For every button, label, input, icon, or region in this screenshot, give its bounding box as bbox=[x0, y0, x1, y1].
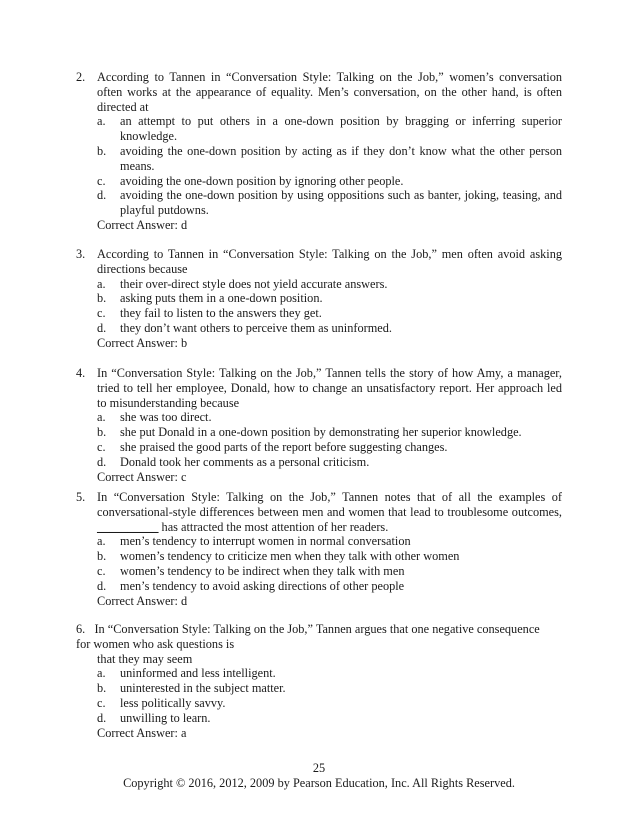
question-text-after: has attracted the most attention of her readers. bbox=[158, 519, 389, 534]
option-b bbox=[76, 681, 562, 696]
option-c bbox=[76, 306, 562, 321]
option-text: less politically savvy. bbox=[120, 695, 226, 710]
option-letter: b. bbox=[97, 291, 107, 306]
option-text: unwilling to learn. bbox=[120, 710, 211, 725]
question-3 bbox=[76, 247, 562, 351]
option-a bbox=[76, 114, 562, 144]
option-letter: b. bbox=[97, 425, 107, 440]
option-text: avoiding the one-down position by ignoring other people. bbox=[120, 173, 404, 188]
option-letter: b. bbox=[97, 549, 107, 564]
option-b bbox=[76, 425, 562, 440]
option-text: uninformed and less intelligent. bbox=[120, 666, 276, 681]
option-letter: d. bbox=[97, 320, 107, 335]
question-stem bbox=[76, 490, 562, 534]
correct-answer: Correct Answer: a bbox=[97, 725, 187, 740]
option-text: men’s tendency to interrupt women in normal conversation bbox=[120, 534, 411, 549]
option-text: Donald took her comments as a personal criticism. bbox=[120, 454, 370, 469]
option-text: avoiding the one-down position by acting as if they don’t know what the other person means. bbox=[120, 143, 562, 173]
option-c bbox=[76, 696, 562, 711]
question-stem bbox=[76, 70, 562, 114]
option-d bbox=[76, 711, 562, 726]
option-c bbox=[76, 564, 562, 579]
option-a bbox=[76, 410, 562, 425]
option-text: men’s tendency to avoid asking directions of other people bbox=[120, 578, 405, 593]
question-text: According to Tannen in “Conversation Style: Talking on the Job,” men often avoid asking directions because bbox=[97, 247, 562, 276]
correct-answer: Correct Answer: d bbox=[97, 593, 188, 608]
question-number: 2. bbox=[76, 70, 86, 84]
copyright-notice: Copyright © 2016, 2012, 2009 by Pearson Education, Inc. All Rights Reserved. bbox=[123, 776, 515, 790]
option-text: uninterested in the subject matter. bbox=[120, 681, 286, 696]
question-2 bbox=[76, 70, 562, 233]
question-number: 3. bbox=[76, 247, 86, 261]
question-6 bbox=[76, 622, 562, 740]
option-letter: b. bbox=[97, 681, 107, 696]
question-number: 5. bbox=[76, 490, 86, 504]
option-d bbox=[76, 321, 562, 336]
option-letter: a. bbox=[97, 410, 106, 425]
option-b bbox=[76, 291, 562, 306]
question-stem bbox=[76, 247, 562, 277]
question-5 bbox=[76, 490, 562, 608]
option-text: they don’t want others to perceive them as uninformed. bbox=[120, 320, 392, 335]
option-letter: b. bbox=[97, 143, 107, 158]
question-text-before: In “Conversation Style: Talking on the Job,” Tannen notes that of all the examples of conversational-style differences between men and women that lead to troublesome outcomes, bbox=[97, 490, 562, 519]
option-d bbox=[76, 579, 562, 594]
option-d bbox=[76, 455, 562, 470]
page-number: 25 bbox=[312, 761, 326, 775]
option-letter: d. bbox=[97, 188, 107, 203]
option-b bbox=[76, 549, 562, 564]
option-text: she put Donald in a one-down position by demonstrating her superior knowledge. bbox=[120, 425, 522, 440]
option-letter: d. bbox=[97, 454, 107, 469]
option-letter: c. bbox=[97, 306, 106, 321]
question-stem bbox=[76, 366, 562, 410]
option-letter: a. bbox=[97, 114, 106, 129]
question-text: According to Tannen in “Conversation Style: Talking on the Job,” women’s conversation often works at the appearance of equality. Men’s conversation, on the other hand, is often directed at bbox=[97, 70, 562, 114]
option-text: women’s tendency to be indirect when they talk with men bbox=[120, 563, 405, 578]
correct-answer: Correct Answer: b bbox=[97, 335, 188, 350]
option-a bbox=[76, 666, 562, 681]
option-a bbox=[76, 277, 562, 292]
correct-answer: Correct Answer: d bbox=[97, 217, 188, 232]
option-c bbox=[76, 174, 562, 189]
option-text: avoiding the one-down position by using oppositions such as banter, joking, teasing, and playful putdowns. bbox=[120, 188, 562, 218]
option-letter: d. bbox=[97, 578, 107, 593]
option-d bbox=[76, 188, 562, 218]
option-letter: c. bbox=[97, 695, 106, 710]
option-c bbox=[76, 440, 562, 455]
question-stem-line-3: that they may seem bbox=[97, 651, 193, 666]
fill-in-blank: __________ bbox=[97, 519, 159, 534]
option-letter: a. bbox=[97, 276, 106, 291]
option-text: she was too direct. bbox=[120, 410, 212, 425]
correct-answer: Correct Answer: c bbox=[97, 469, 187, 484]
question-number: 4. bbox=[76, 366, 86, 380]
option-letter: c. bbox=[97, 563, 106, 578]
option-letter: c. bbox=[97, 173, 106, 188]
option-letter: a. bbox=[97, 666, 106, 681]
question-text: In “Conversation Style: Talking on the Job,” Tannen tells the story of how Amy, a manager, tried to tell her employee, Donald, how to change an unsatisfactory report. Her approach led to misunderstanding because bbox=[97, 366, 562, 410]
option-text: women’s tendency to criticize men when they talk with other women bbox=[120, 549, 460, 564]
option-letter: a. bbox=[97, 534, 106, 549]
option-text: they fail to listen to the answers they get. bbox=[120, 306, 322, 321]
question-stem-line-2: for women who ask questions is bbox=[76, 636, 235, 651]
option-letter: d. bbox=[97, 710, 107, 725]
option-text: an attempt to put others in a one-down position by bragging or inferring superior knowledge. bbox=[120, 114, 562, 144]
option-b bbox=[76, 144, 562, 174]
option-letter: c. bbox=[97, 439, 106, 454]
option-text: she praised the good parts of the report before suggesting changes. bbox=[120, 439, 448, 454]
option-text: their over-direct style does not yield accurate answers. bbox=[120, 276, 388, 291]
option-text: asking puts them in a one-down position. bbox=[120, 291, 323, 306]
question-4 bbox=[76, 366, 562, 484]
question-stem-line-1: 6. In “Conversation Style: Talking on the Job,” Tannen argues that one negative consequence bbox=[76, 622, 540, 636]
option-a bbox=[76, 534, 562, 549]
